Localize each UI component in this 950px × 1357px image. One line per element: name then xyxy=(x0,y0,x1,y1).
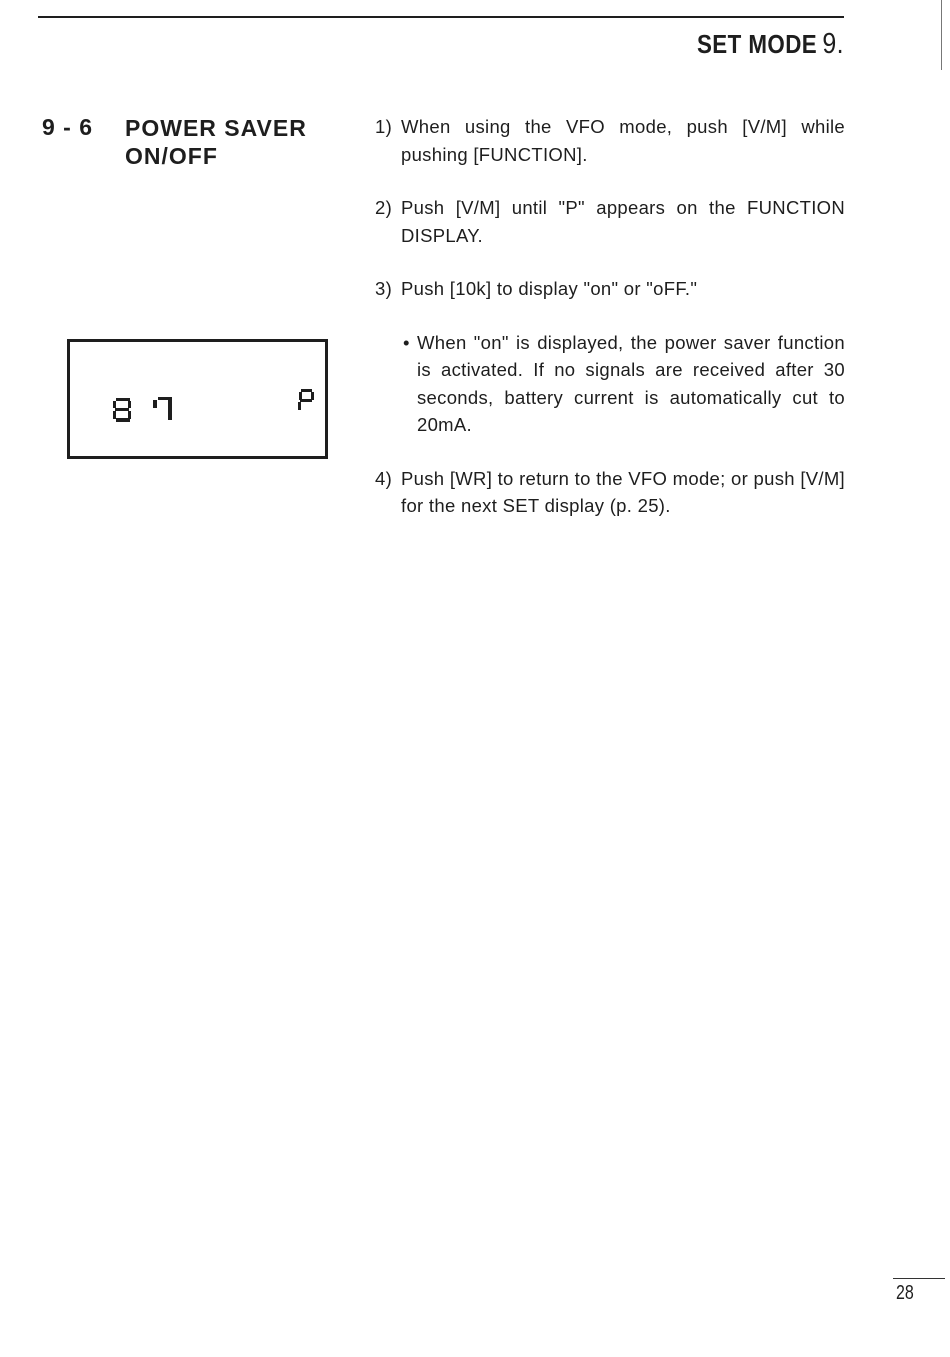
step-item xyxy=(375,194,845,249)
step-item xyxy=(375,465,845,520)
lcd-glyph-n xyxy=(153,397,172,420)
step-number: 3) xyxy=(375,278,393,299)
step-number: 4) xyxy=(375,467,393,489)
lcd-segments xyxy=(70,342,325,456)
step-number: 2) xyxy=(375,197,393,218)
page-number: 28 xyxy=(896,1282,914,1304)
section-title: POWER SAVER ON/OFF xyxy=(125,115,307,169)
lcd-function-indicator-p xyxy=(298,389,314,410)
note-text: When "on" is displayed, the power saver function is activated. If no signals are received after 30 seconds, battery current is automatically cut to 20mA. xyxy=(417,331,845,435)
chapter-number: 9. xyxy=(822,28,844,60)
step-text: When using the VFO mode, push [V/M] while pushing [FUNCTION]. xyxy=(401,116,845,165)
step-text: Push [10k] to display "on" or "oFF." xyxy=(401,278,698,299)
bullet-icon: • xyxy=(403,331,410,353)
page-header xyxy=(697,28,844,61)
lcd-display-illustration xyxy=(67,339,328,459)
lcd-glyph-o xyxy=(113,398,131,422)
step-text: Push [WR] to return to the VFO mode; or push [V/M] for the next SET display (p. 25). xyxy=(401,467,845,516)
step-item xyxy=(375,275,845,303)
section-number: 9 - 6 xyxy=(42,114,94,140)
step-item xyxy=(375,113,845,168)
note-item xyxy=(375,329,845,439)
instruction-list xyxy=(375,113,845,546)
page-edge-line xyxy=(941,0,942,70)
page-number-rule xyxy=(893,1278,945,1279)
header-title: SET MODE xyxy=(696,29,818,59)
header-rule xyxy=(38,16,844,18)
step-number: 1) xyxy=(375,116,393,137)
step-text: Push [V/M] until "P" appears on the FUNCTION DISPLAY. xyxy=(401,197,845,246)
